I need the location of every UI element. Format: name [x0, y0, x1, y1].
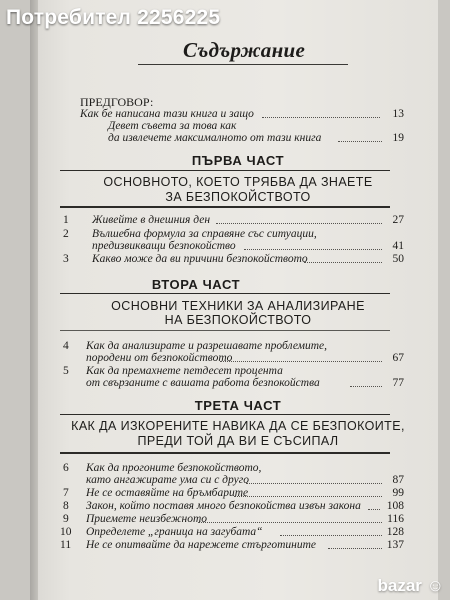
chapter-page: 128: [386, 526, 404, 538]
chapter-number: 10: [60, 526, 72, 538]
page-heading: Съдържание: [183, 38, 306, 62]
chapter-page: 99: [392, 487, 404, 499]
part-rule: [60, 293, 390, 294]
chapter-number: 9: [63, 513, 69, 525]
chapter-title-line2: от свързаните с вашата работа безпокойства: [86, 377, 320, 389]
book-page: [38, 0, 438, 600]
chapter-title-line2: породени от безпокойството: [86, 352, 233, 364]
leader-dots: [246, 483, 382, 484]
chapter-page: 41: [392, 240, 404, 252]
chapter-number: 8: [63, 500, 69, 512]
chapter-title: Определете „граница на загубата“: [86, 526, 263, 538]
chapter-title: Как да прогоните безпокойството,: [86, 462, 262, 474]
chapter-title: Не се оставяйте на бръмбарите: [86, 487, 249, 499]
chapter-number: 11: [60, 539, 72, 551]
preface-entry-2-line2: да извлечете максималното от тази книга: [108, 132, 322, 144]
chapter-number: 3: [63, 253, 69, 265]
chapter-title: Как да анализирате и разрешавате проблемите,: [86, 340, 328, 352]
chapter-title: Живейте в днешния ден: [92, 214, 211, 226]
bazar-logo: [377, 576, 444, 596]
chapter-title: Как да премахнете петдесет процента: [86, 365, 283, 377]
chapter-title-line2: като ангажирате ума си с друго: [86, 474, 249, 486]
leader-dots: [198, 522, 382, 523]
leader-dots: [220, 361, 382, 362]
chapter-page: 67: [392, 352, 404, 364]
chapter-number: 1: [63, 214, 69, 226]
part-1-title: ПЪРВА ЧАСТ: [191, 153, 285, 168]
preface-entry-2-page: 19: [392, 132, 404, 144]
heading-rule: [138, 64, 348, 65]
preface-entry-1-page: 13: [392, 108, 404, 120]
leader-dots: [262, 117, 380, 118]
bazar-logo-text: bazar: [377, 576, 422, 595]
chapter-title: Не се опитвайте да нарежете стърготините: [86, 539, 316, 551]
chapter-page: 77: [392, 377, 404, 389]
user-watermark-title: Потребител 2256225: [6, 6, 221, 29]
preface-entry-2-line1: Девет съвета за това как: [108, 120, 237, 132]
chapter-page: 27: [392, 214, 404, 226]
chapter-page: 116: [387, 513, 404, 525]
preface-entry-1: Как бе написана тази книга и защо: [80, 108, 254, 120]
part-2-subtitle-line2: НА БЕЗПОКОЙСТВОТО: [164, 313, 312, 327]
chapter-title: Какво може да ви причини безпокойството: [92, 253, 308, 265]
leader-dots: [304, 262, 382, 263]
chapter-title: Закон, който поставя много безпокойства извън закона: [86, 500, 361, 512]
leader-dots: [234, 496, 382, 497]
part-3-title: ТРЕТА ЧАСТ: [194, 398, 282, 413]
chapter-number: 7: [63, 487, 69, 499]
chapter-page: 108: [386, 500, 404, 512]
leader-dots: [244, 249, 382, 250]
part-3-subtitle-line2: ПРЕДИ ТОЙ ДА ВИ Е СЪСИПАЛ: [137, 434, 339, 448]
smile-icon: ☺: [426, 576, 444, 595]
book-spine-shadow: [30, 0, 38, 600]
chapter-number: 5: [63, 365, 69, 377]
part-2-title: ВТОРА ЧАСТ: [151, 277, 241, 292]
part-rule: [60, 452, 390, 454]
part-rule: [60, 330, 390, 331]
chapter-number: 4: [63, 340, 69, 352]
part-1-subtitle-line1: ОСНОВНОТО, КОЕТО ТРЯБВА ДА ЗНАЕТЕ: [103, 175, 373, 189]
part-rule: [60, 206, 390, 208]
chapter-number: 2: [63, 228, 69, 240]
chapter-page: 137: [386, 539, 404, 551]
part-1-subtitle-line2: ЗА БЕЗПОКОЙСТВОТО: [165, 190, 311, 204]
part-rule: [60, 170, 390, 171]
part-2-subtitle-line1: ОСНОВНИ ТЕХНИКИ ЗА АНАЛИЗИРАНЕ: [111, 299, 365, 313]
chapter-title: Приемете неизбежното: [86, 513, 208, 525]
chapter-title: Вълшебна формула за справяне със ситуации,: [92, 228, 317, 240]
part-3-subtitle-line1: КАК ДА ИЗКОРЕНИТЕ НАВИКА ДА СЕ БЕЗПОКОИТЕ,: [71, 419, 405, 433]
chapter-title-line2: предизвикващи безпокойство: [92, 240, 236, 252]
preface-label: ПРЕДГОВОР:: [80, 95, 154, 109]
chapter-page: 87: [392, 474, 404, 486]
chapter-page: 50: [392, 253, 404, 265]
chapter-number: 6: [63, 462, 69, 474]
leader-dots: [216, 223, 382, 224]
part-rule: [60, 414, 390, 415]
leader-dots: [280, 535, 382, 536]
